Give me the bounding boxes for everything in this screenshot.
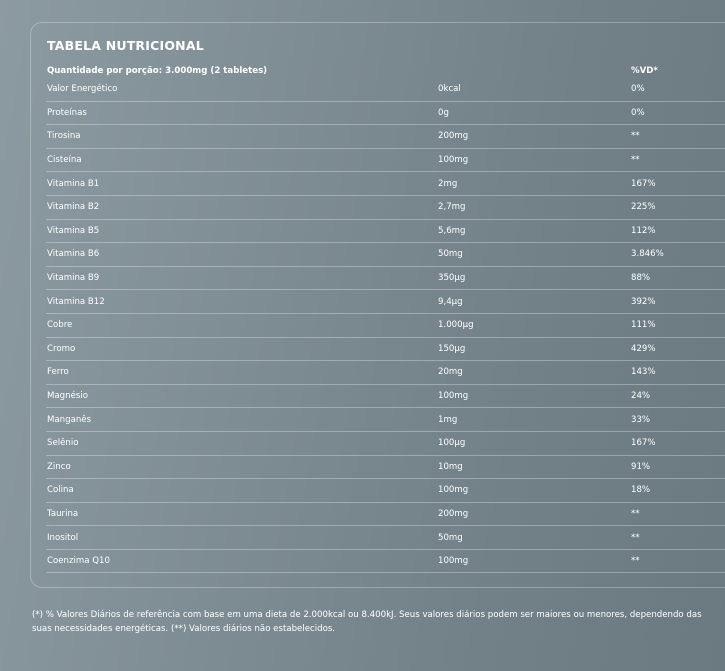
nutrient-amount: 2,7mg bbox=[438, 202, 466, 213]
nutrient-vd: ** bbox=[631, 556, 640, 567]
nutrient-amount: 0kcal bbox=[438, 84, 461, 95]
table-row bbox=[46, 314, 725, 338]
nutrient-name: Vitamina B1 bbox=[47, 178, 100, 189]
nutrient-vd: ** bbox=[631, 155, 640, 166]
nutrient-name: Inositol bbox=[47, 532, 79, 543]
nutrient-name: Vitamina B9 bbox=[47, 273, 100, 284]
table-row bbox=[46, 243, 725, 267]
table-row bbox=[46, 290, 725, 314]
nutrient-vd: 112% bbox=[631, 225, 656, 236]
nutrient-vd: 88% bbox=[631, 273, 651, 284]
nutrient-vd: 3.846% bbox=[631, 249, 664, 260]
table-body bbox=[46, 78, 725, 573]
nutrient-name: Vitamina B12 bbox=[47, 296, 105, 307]
nutrient-name: Vitamina B5 bbox=[47, 225, 100, 236]
nutrient-vd: 18% bbox=[631, 485, 651, 496]
table-row bbox=[46, 267, 725, 291]
table-row bbox=[46, 172, 725, 196]
nutrient-vd: 24% bbox=[631, 391, 651, 402]
nutrient-amount: 100mg bbox=[438, 556, 469, 567]
portion-header: Quantidade por porção: 3.000mg (2 tabletes) bbox=[47, 66, 268, 76]
nutrient-amount: 1mg bbox=[438, 414, 458, 425]
nutrient-amount: 2mg bbox=[438, 178, 458, 189]
table-row bbox=[46, 196, 725, 220]
nutrient-amount: 9,4µg bbox=[438, 296, 463, 307]
nutrient-vd: ** bbox=[631, 131, 640, 142]
nutrient-amount: 100mg bbox=[438, 155, 469, 166]
table-row bbox=[46, 125, 725, 149]
nutrient-amount: 50mg bbox=[438, 532, 463, 543]
nutrient-name: Coenzima Q10 bbox=[47, 556, 110, 567]
nutrient-name: Cobre bbox=[47, 320, 73, 331]
nutrient-amount: 20mg bbox=[438, 367, 463, 378]
nutrient-vd: 167% bbox=[631, 178, 656, 189]
table-row bbox=[46, 456, 725, 480]
nutrient-vd: 143% bbox=[631, 367, 656, 378]
nutrient-name: Magnésio bbox=[47, 391, 88, 402]
table-row bbox=[46, 102, 725, 126]
table-row bbox=[46, 78, 725, 102]
table-row bbox=[46, 526, 725, 550]
nutrient-amount: 10mg bbox=[438, 461, 463, 472]
nutrient-amount: 0g bbox=[438, 107, 449, 118]
table-row bbox=[46, 338, 725, 362]
table-row bbox=[46, 149, 725, 173]
nutrient-name: Manganês bbox=[47, 414, 92, 425]
table-row bbox=[46, 220, 725, 244]
nutrient-name: Colina bbox=[47, 485, 74, 496]
table-row bbox=[46, 385, 725, 409]
nutrient-name: Valor Energético bbox=[47, 84, 118, 95]
nutrient-vd: 0% bbox=[631, 84, 645, 95]
nutrient-vd: 225% bbox=[631, 202, 656, 213]
nutrient-name: Vitamina B2 bbox=[47, 202, 100, 213]
nutrient-amount: 5,6mg bbox=[438, 225, 466, 236]
nutrient-vd: 429% bbox=[631, 343, 656, 354]
nutrient-amount: 50mg bbox=[438, 249, 463, 260]
nutrient-vd: 0% bbox=[631, 107, 645, 118]
nutrient-name: Taurina bbox=[47, 508, 79, 519]
nutrient-amount: 200mg bbox=[438, 508, 469, 519]
table-header-row bbox=[46, 64, 725, 78]
nutrient-vd: 392% bbox=[631, 296, 656, 307]
nutrient-name: Tirosina bbox=[47, 131, 81, 142]
nutrient-name: Cisteína bbox=[47, 155, 82, 166]
nutrient-name: Proteínas bbox=[47, 107, 87, 118]
nutrient-name: Zinco bbox=[47, 461, 71, 472]
nutrition-table bbox=[46, 64, 725, 573]
nutrient-vd: ** bbox=[631, 532, 640, 543]
table-row bbox=[46, 432, 725, 456]
nutrient-amount: 200mg bbox=[438, 131, 469, 142]
table-row bbox=[46, 503, 725, 527]
nutrient-name: Selênio bbox=[47, 438, 79, 449]
nutrient-vd: 91% bbox=[631, 461, 651, 472]
nutrient-name: Ferro bbox=[47, 367, 69, 378]
nutrient-vd: 33% bbox=[631, 414, 651, 425]
nutrient-vd: ** bbox=[631, 508, 640, 519]
table-row bbox=[46, 550, 725, 574]
footnote: (*) % Valores Diários de referência com base em uma dieta de 2.000kcal ou 8.400kJ. Seus valores diários podem ser maiores ou menores, dependendo das suas necessidades energéticas. (**) Valores diários não estabelecidos. bbox=[32, 610, 702, 634]
nutrient-vd: 111% bbox=[631, 320, 656, 331]
nutrient-name: Vitamina B6 bbox=[47, 249, 100, 260]
nutrient-amount: 100µg bbox=[438, 438, 466, 449]
table-row bbox=[46, 361, 725, 385]
vd-header: %VD* bbox=[631, 66, 658, 76]
table-row bbox=[46, 408, 725, 432]
nutrition-table-title: TABELA NUTRICIONAL bbox=[47, 38, 204, 53]
nutrient-amount: 350µg bbox=[438, 273, 466, 284]
nutrient-amount: 100mg bbox=[438, 391, 469, 402]
nutrient-vd: 167% bbox=[631, 438, 656, 449]
nutrient-name: Cromo bbox=[47, 343, 76, 354]
nutrient-amount: 100mg bbox=[438, 485, 469, 496]
table-row bbox=[46, 479, 725, 503]
nutrient-amount: 1.000µg bbox=[438, 320, 474, 331]
nutrient-amount: 150µg bbox=[438, 343, 466, 354]
